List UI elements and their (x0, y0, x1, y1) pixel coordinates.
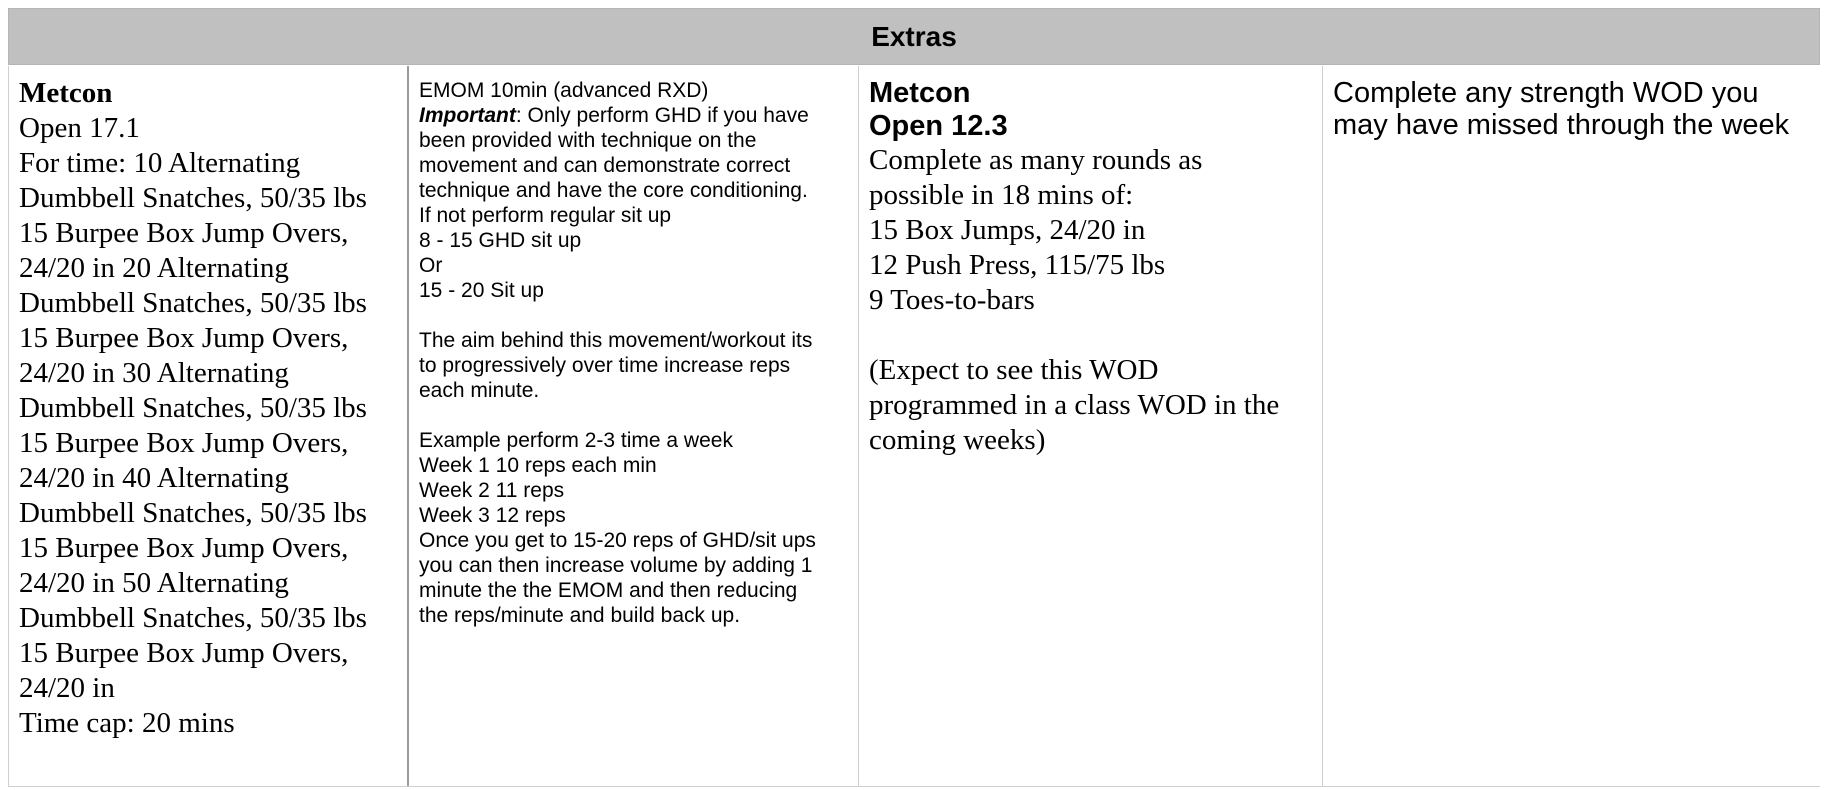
emom-ghd-cell (409, 66, 859, 786)
important-label: Important (419, 104, 516, 127)
cell-title: Metcon (869, 77, 971, 109)
cell-title: Metcon (19, 77, 113, 109)
text-line: Week 1 10 reps each min (419, 454, 657, 477)
text-line: Dumbbell Snatches, 50/35 lbs (19, 392, 367, 424)
text-line: Complete as many rounds as (869, 144, 1203, 176)
text-line: 24/20 in (19, 672, 115, 704)
text-line: technique and have the core conditioning. (419, 179, 808, 202)
paragraph-gap (419, 303, 850, 328)
text-line: Week 2 11 reps (419, 479, 565, 502)
text-line: been provided with technique on the (419, 129, 757, 152)
metcon-open-17-1-cell (9, 66, 409, 786)
text-line: 15 Burpee Box Jump Overs, (19, 427, 349, 459)
text-line: the reps/minute and build back up. (419, 604, 741, 627)
text-line: The aim behind this movement/workout its (419, 329, 813, 352)
text-line: 24/20 in 30 Alternating (19, 357, 289, 389)
text-line: Or (419, 254, 443, 277)
important-text: : Only perform GHD if you have (515, 104, 809, 127)
paragraph-gap (419, 403, 850, 428)
text-line: If not perform regular sit up (419, 204, 672, 227)
text-line: 15 Burpee Box Jump Overs, (19, 532, 349, 564)
text-line: Dumbbell Snatches, 50/35 lbs (19, 182, 367, 214)
text-line: coming weeks) (869, 424, 1046, 456)
strength-wod-cell (1323, 66, 1820, 786)
text-line: Dumbbell Snatches, 50/35 lbs (19, 497, 367, 529)
text-line: to progressively over time increase reps (419, 354, 791, 377)
text-line: possible in 18 mins of: (869, 179, 1134, 211)
text-line: 15 Box Jumps, 24/20 in (869, 214, 1146, 246)
text-line: 24/20 in 20 Alternating (19, 252, 289, 284)
text-line: Once you get to 15-20 reps of GHD/sit ups (419, 529, 816, 552)
text-line: 24/20 in 50 Alternating (19, 567, 289, 599)
table-header (8, 8, 1820, 65)
text-line: Dumbbell Snatches, 50/35 lbs (19, 602, 367, 634)
text-line: 12 Push Press, 115/75 lbs (869, 249, 1166, 281)
text-line: 9 Toes-to-bars (869, 284, 1035, 316)
text-line: movement and can demonstrate correct (419, 154, 791, 177)
text-line: may have missed through the week (1333, 109, 1790, 141)
text-line: Dumbbell Snatches, 50/35 lbs (19, 287, 367, 319)
header-title: Extras (871, 20, 957, 52)
text-line: 15 - 20 Sit up (419, 279, 544, 302)
text-line: 24/20 in 40 Alternating (19, 462, 289, 494)
paragraph-gap (869, 318, 1314, 353)
text-line: Complete any strength WOD you (1333, 77, 1759, 109)
text-line: Week 3 12 reps (419, 504, 566, 527)
table-row (8, 66, 1820, 787)
important-line (419, 103, 850, 128)
cell-subtitle: Open 12.3 (869, 110, 1008, 142)
text-line: (Expect to see this WOD (869, 354, 1159, 386)
text-line: you can then increase volume by adding 1 (419, 554, 813, 577)
text-line: For time: 10 Alternating (19, 147, 301, 179)
text-line: Open 17.1 (19, 112, 140, 144)
text-line: each minute. (419, 379, 540, 402)
text-line: Example perform 2-3 time a week (419, 429, 733, 452)
text-line: Time cap: 20 mins (19, 707, 235, 739)
text-line: 15 Burpee Box Jump Overs, (19, 637, 349, 669)
extras-table (8, 8, 1820, 787)
text-line: minute the the EMOM and then reducing (419, 579, 798, 602)
text-line: EMOM 10min (advanced RXD) (419, 79, 709, 102)
text-line: 15 Burpee Box Jump Overs, (19, 322, 349, 354)
text-line: 8 - 15 GHD sit up (419, 229, 582, 252)
text-line: 15 Burpee Box Jump Overs, (19, 217, 349, 249)
text-line: programmed in a class WOD in the (869, 389, 1280, 421)
metcon-open-12-3-cell (859, 66, 1323, 786)
